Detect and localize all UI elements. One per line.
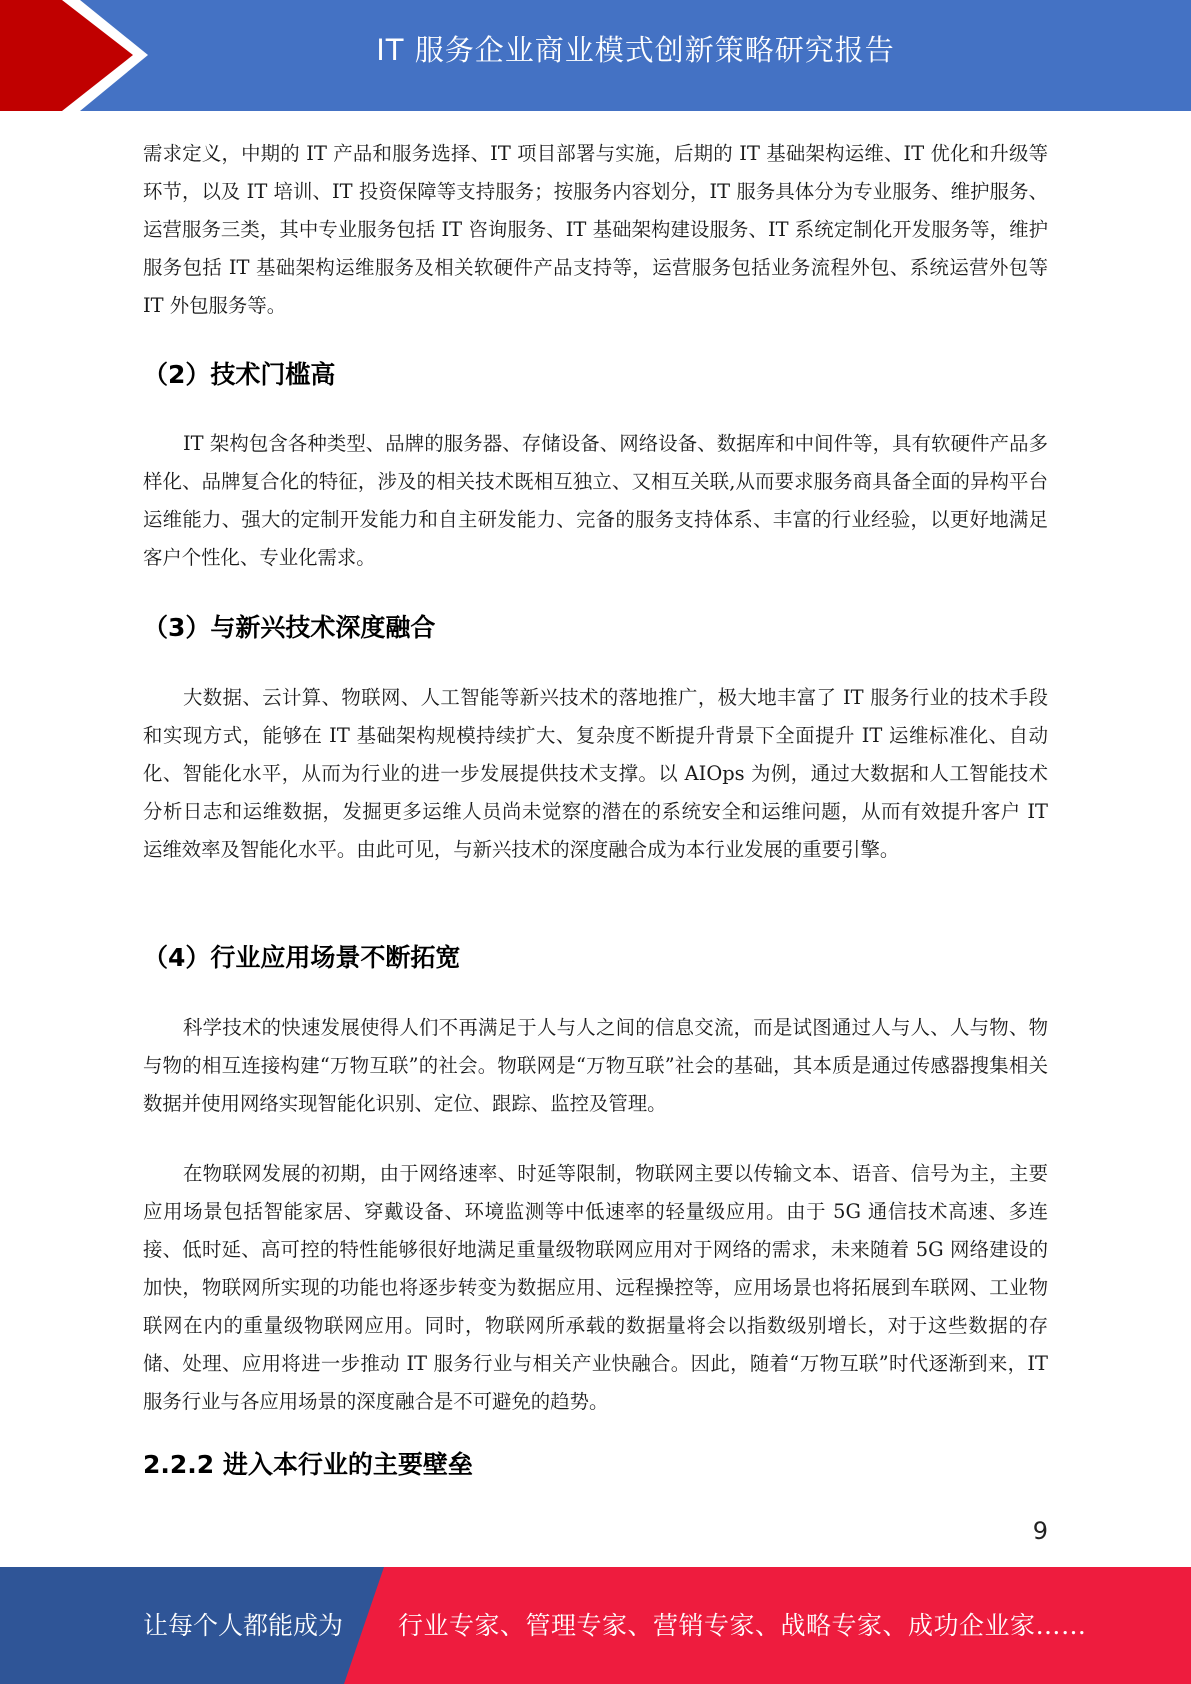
footer-slogan-left: 让每个人都能成为 bbox=[143, 1611, 344, 1640]
document-title: IT 服务企业商业模式创新策略研究报告 bbox=[376, 33, 895, 67]
emerging-tech-paragraph: 大数据、云计算、物联网、人工智能等新兴技术的落地推广，极大地丰富了 IT 服务行业的技术手段和实现方式，能够在 IT 基础架构规模持续扩大、复杂度不断提升背景下全面提升 IT 运维标准化、自动化、智能化水平，从而为行业的进一步发展提供技术支撑。以 AIOps 为例，通过大数据和人工智能技术分析日志和运维数据，发掘更多运维人员尚未觉察的潜在的系统安全和运维问题，从而有效提升客户 IT 运维效率及智能化水平。由此可见，与新兴技术的深度融合成为本行业发展的重要引擎。 bbox=[143, 686, 1048, 861]
intro-paragraph: 需求定义，中期的 IT 产品和服务选择、IT 项目部署与实施，后期的 IT 基础架构运维、IT 优化和升级等环节，以及 IT 培训、IT 投资保障等支持服务；按服务内容划分，IT 服务具体分为专业服务、维护服务、运营服务三类，其中专业服务包括 IT 咨询服务、IT 基础架构建设服务、IT 系统定制化开发服务等，维护服务包括 IT 基础架构运维服务及相关软硬件产品支持等，运营服务包括业务流程外包、系统运营外包等 IT 外包服务等。 bbox=[143, 142, 1048, 317]
footer-slogan-right: 行业专家、管理专家、营销专家、战略专家、成功企业家…… bbox=[398, 1611, 1087, 1640]
section-heading-emerging-tech: （3）与新兴技术深度融合 bbox=[143, 613, 436, 642]
technical-threshold-paragraph: IT 架构包含各种类型、品牌的服务器、存储设备、网络设备、数据库和中间件等，具有软硬件产品多样化、品牌复合化的特征，涉及的相关技术既相互独立、又相互关联,从而要求服务商具备全面的异构平台运维能力、强大的定制开发能力和自主研发能力、完备的服务支持体系、丰富的行业经验，以更好地满足客户个性化、专业化需求。 bbox=[143, 432, 1048, 569]
section-heading-technical-threshold: （2）技术门槛高 bbox=[143, 360, 336, 389]
application-scenarios-paragraph-1: 科学技术的快速发展使得人们不再满足于人与人之间的信息交流，而是试图通过人与人、人与物、物与物的相互连接构建“万物互联”的社会。物联网是“万物互联”社会的基础，其本质是通过传感器搜集相关数据并使用网络实现智能化识别、定位、跟踪、监控及管理。 bbox=[143, 1016, 1048, 1115]
page-header bbox=[0, 0, 1191, 111]
page-number: 9 bbox=[1032, 1517, 1048, 1545]
application-scenarios-paragraph-2: 在物联网发展的初期，由于网络速率、时延等限制，物联网主要以传输文本、语音、信号为主，主要应用场景包括智能家居、穿戴设备、环境监测等中低速率的轻量级应用。由于 5G 通信技术高速、多连接、低时延、高可控的特性能够很好地满足重量级物联网应用对于网络的需求，未来随着 5G 网络建设的加快，物联网所实现的功能也将逐步转变为数据应用、远程操控等，应用场景也将拓展到车联网、工业物联网在内的重量级物联网应用。同时，物联网所承载的数据量将会以指数级别增长，对于这些数据的存储、处理、应用将进一步推动 IT 服务行业与相关产业快融合。因此，随着“万物互联”时代逐渐到来，IT 服务行业与各应用场景的深度融合是不可避免的趋势。 bbox=[143, 1162, 1048, 1413]
page-footer bbox=[0, 1567, 1191, 1684]
section-heading-application-scenarios: （4）行业应用场景不断拓宽 bbox=[143, 943, 461, 972]
section-heading-entry-barriers: 2.2.2 进入本行业的主要壁垒 bbox=[143, 1450, 473, 1479]
